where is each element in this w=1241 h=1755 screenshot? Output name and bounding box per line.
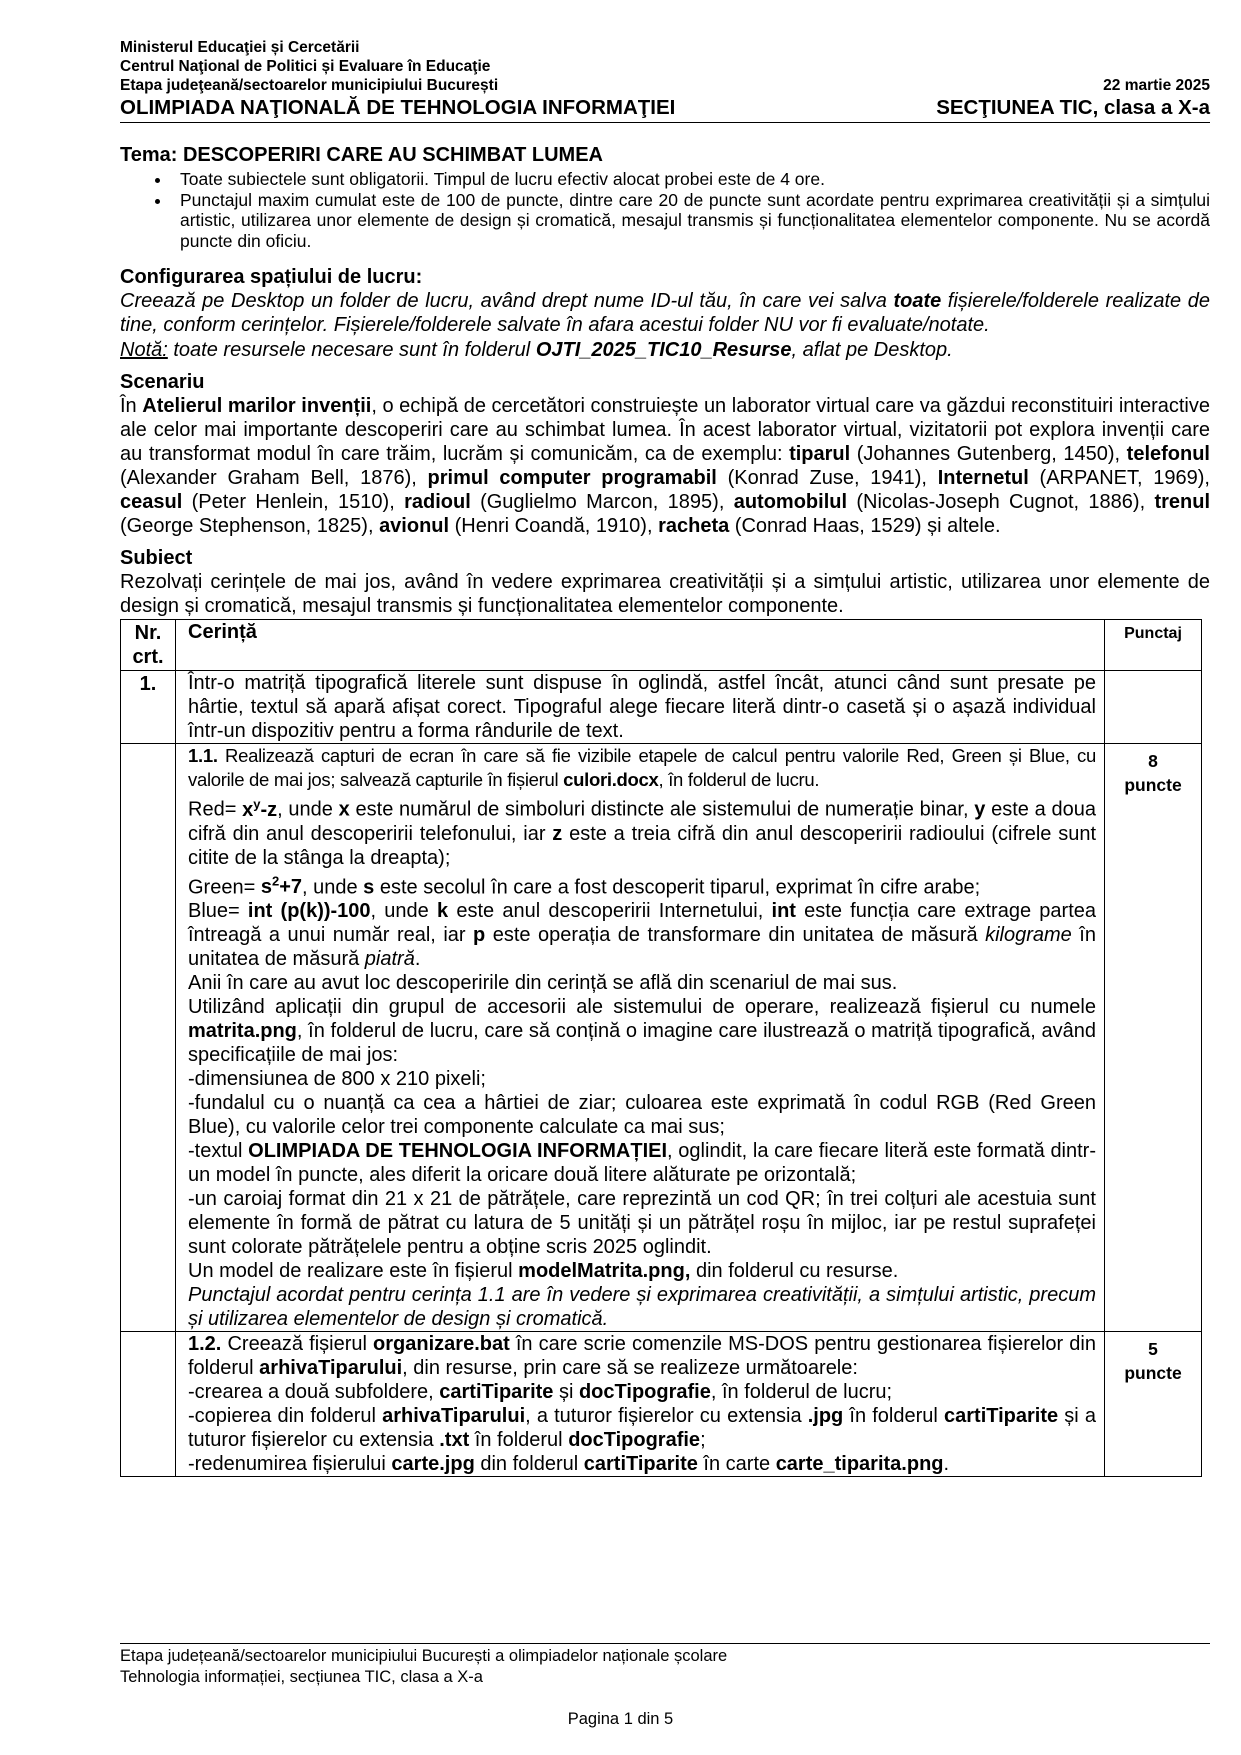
header-nr: Nr. crt. <box>121 620 176 671</box>
footer-line: Etapa județeană/sectoarelor municipiului București a olimpiadelor naționale școlare <box>120 1647 728 1665</box>
page-number: Pagina 1 din 5 <box>567 1710 674 1728</box>
points-1-2: 5 puncte <box>1105 1332 1202 1477</box>
resources-note: Notă: toate resursele necesare sunt în folderul OJTI_2025_TIC10_Resurse, aflat pe Desktop. <box>120 339 953 361</box>
subject-heading: Subiect <box>120 547 193 569</box>
subject-text: Rezolvați cerințele de mai jos, având în vedere exprimarea creativității și a simțului artistic, utilizarea unor elemente de design și cromatică, mesajul transmis și funcționalitatea elementelor componente. <box>120 571 1210 617</box>
requirement-1-2: 1.2. Creează fișierul organizare.bat în care scrie comenzile MS-DOS pentru gestionarea fișierelor din folderul arhivaTiparului, din resurse, prin care să se realizeze următoarele: -crearea a două subfoldere, cartiTiparite și docTipografie, în folderul de lucru; -copierea din folderul arhivaTiparului, a tuturor fișierelor cu extensia .jpg în folderul cartiTiparite și a tuturor fișierelor cu extensia .txt în folderul docTipografie; -redenumirea fișierului carte.jpg din folderul cartiTiparite în carte carte_tiparita.png. <box>176 1332 1105 1477</box>
rule-item: • Toate subiectele sunt obligatorii. Timpul de lucru efectiv alocat probei este de 4 ore. <box>172 169 1210 190</box>
section-label: SECŢIUNEA TIC, clasa a X-a <box>936 96 1210 119</box>
row-text: Într-o matriță tipografică literele sunt dispuse în oglindă, astfel încât, atunci când sunt presate pe hârtie, textul să apară afișat corect. Tipograful alege fiecare literă dintr-o casetă și o așază individual într-un dispozitiv pentru a forma rândurile de text. <box>176 671 1105 744</box>
requirement-1-1: 1.1. Realizează capturi de ecran în care să fie vizibile etapele de calcul pentru valorile Red, Green și Blue, cu valorile de mai jos; salvează capturile în fișierul culori.docx, în folderul de lucru. $Red= x^y-z$, unde x este numărul de simboluri distincte ale sistemului de numerație binar, y este a doua cifră din anul descoperirii telefonului, iar z este a treia cifră din anul descoperirii radioului (cifrele sunt citite de la stânga la dreapta); Green= $s^2+7$, unde s este secolul în care a fost descoperit tiparul, exprimat în cifre arabe; Blue= int (p(k))-100, unde k este anul descoperirii Internetului, int este funcția care extrage partea întreagă a unui număr real, iar p este operația de transformare din unitatea de măsură kilograme în unitatea de măsură piatră. Anii în care au avut loc descoperirile din cerință se află din scenariul de mai sus. Utilizând aplicații din grupul de accesorii ale sistemului de operare, realizează fișierul cu numele matrita.png, în folderul de lucru, care să conțină o imagine care ilustrează o matriță tipografică, având specificațiile de mai jos: -dimensiunea de 800 x 210 pixeli; -fundalul cu o nuanță ca cea a hârtiei de ziar; culoarea este exprimată în codul RGB (Red Green Blue), cu valorile celor trei componente calculate ca mai sus; -textul OLIMPIADA DE TEHNOLOGIA INFORMAȚIEI, oglindit, la care fiecare literă este formată dintr-un model în puncte, ales diferit la oricare două litere alăturate pe orizontală; -un caroiaj format din 21 x 21 de pătrățele, care reprezintă un cod QR; în trei colțuri ale acestuia sunt elemente în formă de pătrat cu latura de 5 unități și un pătrățel roșu în mijloc, iar pe restul suprafeței sunt colorate pătrățelele pentru a obține scris 2025 oglindit. Un model de realizare este în fișierul modelMatrita.png, din folderul cu resurse. Punctajul acordat pentru cerința 1.1 are în vedere și exprimarea creativității, a simțului artistic, precum și utilizarea elementelor de design și cromatică. <box>176 744 1105 1332</box>
header-punctaj: Punctaj <box>1105 620 1202 671</box>
page-content <box>120 38 1210 1477</box>
table-row <box>121 671 1202 744</box>
row-number: 1. <box>121 671 176 744</box>
footer-divider <box>120 1643 1210 1644</box>
table-header-row <box>121 620 1202 671</box>
points-1-1: 8 puncte <box>1105 744 1202 1332</box>
workspace-heading: Configurarea spațiului de lucru: <box>120 266 423 288</box>
header-cerinta: Cerință <box>176 620 1105 671</box>
table-row <box>121 744 1202 1332</box>
header-divider <box>120 122 1210 123</box>
row-number <box>121 1332 176 1477</box>
workspace-text: Creează pe Desktop un folder de lucru, având drept nume ID-ul tău, în care vei salva toate fișierele/folderele realizate de tine, conform cerințelor. Fișierele/folderele salvate în afara acestui folder NU vor fi evaluate/notate. <box>120 290 1211 336</box>
rule-item: • Punctajul maxim cumulat este de 100 de puncte, dintre care 20 de puncte sunt acordate pentru exprimarea creativității și a simțului artistic, utilizarea unor elemente de design și cromatică, mesajul transmis și funcționalitatea elementelor componente. Nu se acordă puncte din oficiu. <box>172 190 1210 252</box>
footer-line: Tehnologia informației, secțiunea TIC, clasa a X-a <box>120 1668 483 1686</box>
rules-list <box>120 169 1210 251</box>
header <box>120 38 1210 123</box>
footer <box>120 1646 727 1688</box>
row-points <box>1105 671 1202 744</box>
exam-date: 22 martie 2025 <box>1103 77 1210 94</box>
table-row <box>121 1332 1202 1477</box>
row-number <box>121 744 176 1332</box>
scenario-heading: Scenariu <box>120 371 205 393</box>
center-line: Centrul Naţional de Politici și Evaluare în Educaţie <box>120 58 491 75</box>
olympiad-title: OLIMPIADA NAŢIONALĂ DE TEHNOLOGIA INFORMAŢIEI <box>120 96 676 119</box>
requirements-table <box>120 619 1202 1477</box>
theme-title: Tema: DESCOPERIRI CARE AU SCHIMBAT LUMEA <box>120 144 603 166</box>
ministry-line: Ministerul Educaţiei și Cercetării <box>120 39 360 56</box>
scenario-text: În Atelierul marilor invenții, o echipă de cercetători construiește un laborator virtual care va găzdui reconstituiri interactive ale celor mai importante descoperiri care au schimbat lumea. În acest laborator virtual, vizitatorii pot explora invenții care au transformat modul în care trăim, lucrăm și comunicăm, ca de exemplu: tiparul (Johannes Gutenberg, 1450), telefonul (Alexander Graham Bell, 1876), primul computer programabil (Konrad Zuse, 1941), Internetul (ARPANET, 1969), ceasul (Peter Henlein, 1510), radioul (Guglielmo Marcon, 1895), automobilul (Nicolas-Joseph Cugnot, 1886), trenul (George Stephenson, 1825), avionul (Henri Coandă, 1910), racheta (Conrad Haas, 1529) și altele. <box>120 395 1211 537</box>
stage-line: Etapa judeţeană/sectoarelor municipiului București <box>120 77 499 94</box>
